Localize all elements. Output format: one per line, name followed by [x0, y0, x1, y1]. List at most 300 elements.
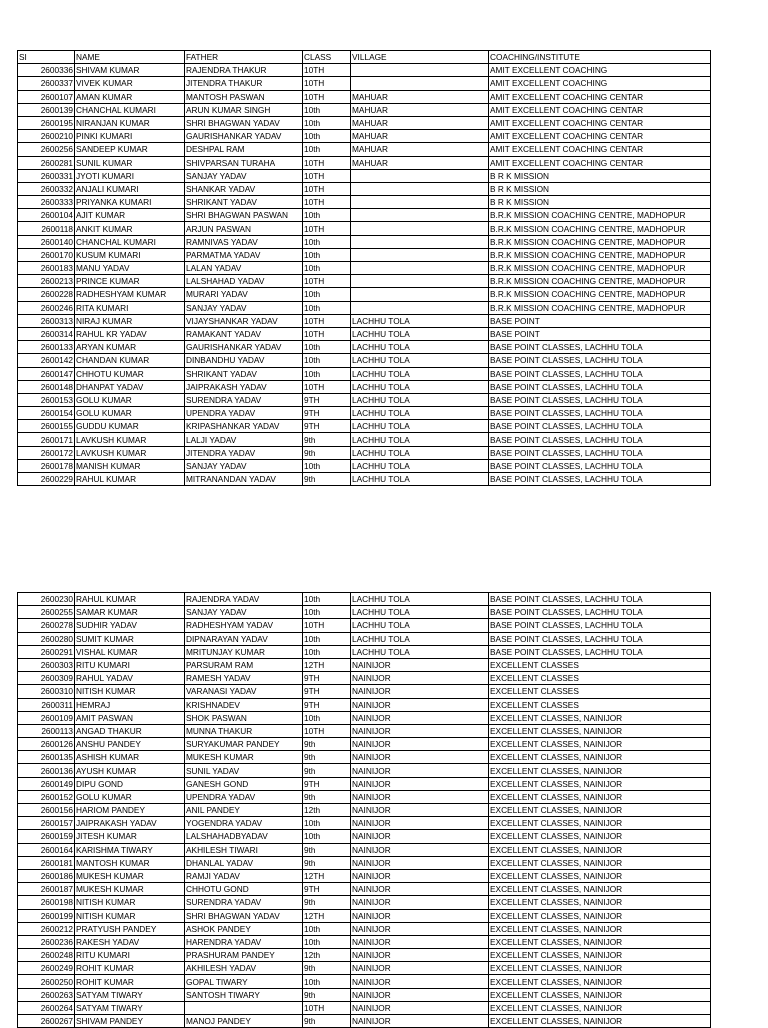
cell-serial-number: 2600136 — [18, 764, 75, 777]
cell-village: NAINIJOR — [351, 817, 489, 830]
table-row — [18, 672, 711, 685]
cell-serial-number: 2600236 — [18, 935, 75, 948]
cell-serial-number: 2600164 — [18, 843, 75, 856]
cell-name: RITA KUMARI — [75, 301, 185, 314]
cell-class: 10TH — [303, 156, 351, 169]
cell-name: RAHUL KUMAR — [75, 593, 185, 606]
cell-village: LACHHU TOLA — [351, 393, 489, 406]
cell-father: PARMATMA YADAV — [185, 248, 303, 261]
cell-village: NAINIJOR — [351, 751, 489, 764]
cell-name: PRIYANKA KUMARI — [75, 196, 185, 209]
cell-serial-number: 2600152 — [18, 790, 75, 803]
cell-class: 9TH — [303, 685, 351, 698]
cell-village: MAHUAR — [351, 90, 489, 103]
table-row — [18, 711, 711, 724]
cell-coaching-institute: EXCELLENT CLASSES, NAINIJOR — [489, 1001, 711, 1014]
cell-class: 10TH — [303, 90, 351, 103]
table-row — [18, 446, 711, 459]
cell-father: MRITUNJAY KUMAR — [185, 645, 303, 658]
cell-father: ARUN KUMAR SINGH — [185, 103, 303, 116]
table-row — [18, 896, 711, 909]
cell-father: LALJI YADAV — [185, 433, 303, 446]
cell-serial-number: 2600230 — [18, 593, 75, 606]
cell-class: 10th — [303, 288, 351, 301]
cell-class: 10TH — [303, 222, 351, 235]
cell-serial-number: 2600213 — [18, 275, 75, 288]
cell-father: ARJUN PASWAN — [185, 222, 303, 235]
cell-coaching-institute: AMIT EXCELLENT COACHING CENTAR — [489, 143, 711, 156]
cell-name: NITISH KUMAR — [75, 685, 185, 698]
cell-father: GAURISHANKAR YADAV — [185, 130, 303, 143]
table-row — [18, 433, 711, 446]
cell-father: SURENDRA YADAV — [185, 896, 303, 909]
cell-father: MITRANANDAN YADAV — [185, 473, 303, 486]
table-row — [18, 724, 711, 737]
cell-name: SUNIL KUMAR — [75, 156, 185, 169]
cell-father: SHRI BHAGWAN YADAV — [185, 116, 303, 129]
table-row — [18, 130, 711, 143]
cell-class: 10TH — [303, 619, 351, 632]
table-row — [18, 751, 711, 764]
cell-coaching-institute: BASE POINT CLASSES, LACHHU TOLA — [489, 433, 711, 446]
cell-father: SANJAY YADAV — [185, 459, 303, 472]
cell-class: 10th — [303, 103, 351, 116]
cell-coaching-institute: EXCELLENT CLASSES — [489, 685, 711, 698]
cell-name: NITISH KUMAR — [75, 896, 185, 909]
cell-class: 10TH — [303, 275, 351, 288]
cell-name: RAHUL KUMAR — [75, 473, 185, 486]
cell-serial-number: 2600310 — [18, 685, 75, 698]
table-row — [18, 843, 711, 856]
cell-class: 10th — [303, 922, 351, 935]
cell-serial-number: 2600157 — [18, 817, 75, 830]
table-row — [18, 935, 711, 948]
cell-name: RAKESH YADAV — [75, 935, 185, 948]
cell-name: ANKIT KUMAR — [75, 222, 185, 235]
cell-name: KUSUM KUMARI — [75, 248, 185, 261]
cell-coaching-institute: BASE POINT CLASSES, LACHHU TOLA — [489, 367, 711, 380]
cell-village: NAINIJOR — [351, 672, 489, 685]
cell-name: CHANCHAL KUMARI — [75, 235, 185, 248]
table-row — [18, 235, 711, 248]
cell-father: GOPAL TIWARY — [185, 975, 303, 988]
cell-coaching-institute: EXCELLENT CLASSES — [489, 672, 711, 685]
cell-serial-number: 2600148 — [18, 380, 75, 393]
cell-serial-number: 2600118 — [18, 222, 75, 235]
cell-father: MUNNA THAKUR — [185, 724, 303, 737]
cell-village: LACHHU TOLA — [351, 407, 489, 420]
cell-village: NAINIJOR — [351, 988, 489, 1001]
cell-name: MUKESH KUMAR — [75, 869, 185, 882]
cell-father: HARENDRA YADAV — [185, 935, 303, 948]
cell-father: MANOJ PANDEY — [185, 1015, 303, 1028]
cell-father: AKHILESH YADAV — [185, 962, 303, 975]
header-father: FATHER — [185, 51, 303, 64]
table-row — [18, 262, 711, 275]
cell-class: 10TH — [303, 64, 351, 77]
cell-father: DHANLAL YADAV — [185, 856, 303, 869]
cell-father: SURENDRA YADAV — [185, 393, 303, 406]
cell-father: SANJAY YADAV — [185, 301, 303, 314]
cell-village: NAINIJOR — [351, 962, 489, 975]
cell-name: KARISHMA TIWARY — [75, 843, 185, 856]
student-table-top — [17, 50, 711, 486]
cell-name: VIVEK KUMAR — [75, 77, 185, 90]
cell-name: GOLU KUMAR — [75, 393, 185, 406]
table-row — [18, 764, 711, 777]
cell-father: CHHOTU GOND — [185, 883, 303, 896]
table-row — [18, 473, 711, 486]
table-row — [18, 64, 711, 77]
cell-father — [185, 1001, 303, 1014]
cell-serial-number: 2600107 — [18, 90, 75, 103]
cell-village: MAHUAR — [351, 116, 489, 129]
cell-class: 9th — [303, 738, 351, 751]
cell-serial-number: 2600280 — [18, 632, 75, 645]
cell-village: NAINIJOR — [351, 658, 489, 671]
cell-class: 10th — [303, 209, 351, 222]
cell-coaching-institute: BASE POINT CLASSES, LACHHU TOLA — [489, 632, 711, 645]
cell-coaching-institute: EXCELLENT CLASSES, NAINIJOR — [489, 804, 711, 817]
cell-father: LALAN YADAV — [185, 262, 303, 275]
cell-father: VARANASI YADAV — [185, 685, 303, 698]
table-row — [18, 856, 711, 869]
table-row — [18, 143, 711, 156]
table-row — [18, 209, 711, 222]
table-row — [18, 685, 711, 698]
cell-name: SUDHIR YADAV — [75, 619, 185, 632]
header-coaching-institute: COACHING/INSTITUTE — [489, 51, 711, 64]
cell-coaching-institute: BASE POINT CLASSES, LACHHU TOLA — [489, 380, 711, 393]
cell-father: RADHESHYAM YADAV — [185, 619, 303, 632]
cell-father: SHIVPARSAN TURAHA — [185, 156, 303, 169]
cell-class: 9TH — [303, 407, 351, 420]
cell-coaching-institute: BASE POINT CLASSES, LACHHU TOLA — [489, 606, 711, 619]
cell-name: ANGAD THAKUR — [75, 724, 185, 737]
cell-name: AMAN KUMAR — [75, 90, 185, 103]
cell-village — [351, 169, 489, 182]
cell-class: 10TH — [303, 314, 351, 327]
cell-class: 9th — [303, 764, 351, 777]
cell-coaching-institute: B.R.K MISSION COACHING CENTRE, MADHOPUR — [489, 248, 711, 261]
cell-father: ANIL PANDEY — [185, 804, 303, 817]
cell-father: MANTOSH PASWAN — [185, 90, 303, 103]
cell-village — [351, 288, 489, 301]
cell-class: 9TH — [303, 393, 351, 406]
cell-name: HEMRAJ — [75, 698, 185, 711]
cell-coaching-institute: EXCELLENT CLASSES, NAINIJOR — [489, 1015, 711, 1028]
table-row — [18, 830, 711, 843]
cell-name: CHHOTU KUMAR — [75, 367, 185, 380]
cell-serial-number: 2600183 — [18, 262, 75, 275]
cell-father: RAJENDRA THAKUR — [185, 64, 303, 77]
table-row — [18, 698, 711, 711]
cell-serial-number: 2600278 — [18, 619, 75, 632]
cell-coaching-institute: AMIT EXCELLENT COACHING CENTAR — [489, 90, 711, 103]
cell-class: 12TH — [303, 909, 351, 922]
table-row — [18, 949, 711, 962]
cell-class: 10th — [303, 354, 351, 367]
cell-class: 9TH — [303, 672, 351, 685]
table-row — [18, 222, 711, 235]
cell-coaching-institute: EXCELLENT CLASSES, NAINIJOR — [489, 817, 711, 830]
cell-coaching-institute: BASE POINT — [489, 314, 711, 327]
cell-class: 10TH — [303, 724, 351, 737]
cell-class: 9th — [303, 473, 351, 486]
cell-coaching-institute: EXCELLENT CLASSES, NAINIJOR — [489, 962, 711, 975]
cell-coaching-institute: EXCELLENT CLASSES, NAINIJOR — [489, 830, 711, 843]
cell-village: NAINIJOR — [351, 869, 489, 882]
cell-father: RAMNIVAS YADAV — [185, 235, 303, 248]
cell-name: HARIOM PANDEY — [75, 804, 185, 817]
cell-serial-number: 2600332 — [18, 182, 75, 195]
cell-class: 10TH — [303, 1001, 351, 1014]
cell-village: NAINIJOR — [351, 685, 489, 698]
table-row — [18, 817, 711, 830]
cell-serial-number: 2600109 — [18, 711, 75, 724]
cell-coaching-institute: B.R.K MISSION COACHING CENTRE, MADHOPUR — [489, 262, 711, 275]
cell-class: 12TH — [303, 869, 351, 882]
cell-father: DESHPAL RAM — [185, 143, 303, 156]
table-row — [18, 116, 711, 129]
student-table-bottom-body — [18, 593, 711, 1028]
table-row — [18, 182, 711, 195]
student-table-top-body — [18, 51, 711, 486]
cell-village: LACHHU TOLA — [351, 446, 489, 459]
cell-coaching-institute: BASE POINT CLASSES, LACHHU TOLA — [489, 446, 711, 459]
cell-coaching-institute: B R K MISSION — [489, 169, 711, 182]
cell-village: LACHHU TOLA — [351, 473, 489, 486]
cell-serial-number: 2600149 — [18, 777, 75, 790]
cell-name: ANJALI KUMARI — [75, 182, 185, 195]
cell-father: RAJENDRA YADAV — [185, 593, 303, 606]
table-row — [18, 301, 711, 314]
cell-class: 9th — [303, 988, 351, 1001]
cell-name: ROHIT KUMAR — [75, 975, 185, 988]
cell-village: LACHHU TOLA — [351, 327, 489, 340]
cell-serial-number: 2600135 — [18, 751, 75, 764]
table-row — [18, 962, 711, 975]
cell-serial-number: 2600263 — [18, 988, 75, 1001]
table-row — [18, 341, 711, 354]
cell-coaching-institute: EXCELLENT CLASSES, NAINIJOR — [489, 883, 711, 896]
cell-serial-number: 2600187 — [18, 883, 75, 896]
cell-class: 9th — [303, 433, 351, 446]
cell-coaching-institute: EXCELLENT CLASSES — [489, 698, 711, 711]
cell-class: 10th — [303, 248, 351, 261]
cell-name: SAMAR KUMAR — [75, 606, 185, 619]
cell-name: AYUSH KUMAR — [75, 764, 185, 777]
cell-serial-number: 2600199 — [18, 909, 75, 922]
cell-village: NAINIJOR — [351, 764, 489, 777]
cell-village: NAINIJOR — [351, 738, 489, 751]
cell-name: MUKESH KUMAR — [75, 883, 185, 896]
cell-village: NAINIJOR — [351, 711, 489, 724]
cell-class: 10th — [303, 975, 351, 988]
cell-class: 10th — [303, 632, 351, 645]
cell-father: LALSHAHAD YADAV — [185, 275, 303, 288]
table-row — [18, 1001, 711, 1014]
cell-father: SHANKAR YADAV — [185, 182, 303, 195]
cell-village: NAINIJOR — [351, 1015, 489, 1028]
cell-serial-number: 2600172 — [18, 446, 75, 459]
cell-serial-number: 2600139 — [18, 103, 75, 116]
table-row — [18, 909, 711, 922]
header-village: VILLAGE — [351, 51, 489, 64]
cell-father: JITENDRA YADAV — [185, 446, 303, 459]
cell-name: MANTOSH KUMAR — [75, 856, 185, 869]
table-row — [18, 354, 711, 367]
cell-coaching-institute: B R K MISSION — [489, 196, 711, 209]
cell-class: 10TH — [303, 77, 351, 90]
cell-serial-number: 2600311 — [18, 698, 75, 711]
cell-village: MAHUAR — [351, 130, 489, 143]
cell-village: NAINIJOR — [351, 922, 489, 935]
cell-class: 12th — [303, 949, 351, 962]
cell-village — [351, 182, 489, 195]
cell-father: SANJAY YADAV — [185, 169, 303, 182]
cell-father: SANJAY YADAV — [185, 606, 303, 619]
cell-class: 9TH — [303, 420, 351, 433]
cell-village: NAINIJOR — [351, 975, 489, 988]
cell-village — [351, 196, 489, 209]
cell-village: LACHHU TOLA — [351, 380, 489, 393]
cell-coaching-institute: B.R.K MISSION COACHING CENTRE, MADHOPUR — [489, 209, 711, 222]
cell-name: RADHESHYAM KUMAR — [75, 288, 185, 301]
cell-coaching-institute: BASE POINT CLASSES, LACHHU TOLA — [489, 354, 711, 367]
table-row — [18, 632, 711, 645]
cell-father: SHRI BHAGWAN PASWAN — [185, 209, 303, 222]
cell-village: NAINIJOR — [351, 843, 489, 856]
cell-serial-number: 2600313 — [18, 314, 75, 327]
cell-name: NIRANJAN KUMAR — [75, 116, 185, 129]
cell-serial-number: 2600291 — [18, 645, 75, 658]
cell-serial-number: 2600336 — [18, 64, 75, 77]
cell-name: SATYAM TIWARY — [75, 988, 185, 1001]
cell-village: LACHHU TOLA — [351, 593, 489, 606]
cell-coaching-institute: BASE POINT CLASSES, LACHHU TOLA — [489, 459, 711, 472]
cell-name: AMIT PASWAN — [75, 711, 185, 724]
cell-serial-number: 2600155 — [18, 420, 75, 433]
table-row — [18, 883, 711, 896]
cell-coaching-institute: B.R.K MISSION COACHING CENTRE, MADHOPUR — [489, 275, 711, 288]
cell-coaching-institute: AMIT EXCELLENT COACHING — [489, 77, 711, 90]
cell-class: 10th — [303, 935, 351, 948]
cell-serial-number: 2600195 — [18, 116, 75, 129]
cell-serial-number: 2600248 — [18, 949, 75, 962]
cell-village: NAINIJOR — [351, 698, 489, 711]
cell-class: 10th — [303, 830, 351, 843]
cell-village — [351, 275, 489, 288]
cell-coaching-institute: EXCELLENT CLASSES, NAINIJOR — [489, 869, 711, 882]
cell-village: NAINIJOR — [351, 830, 489, 843]
cell-class: 10TH — [303, 169, 351, 182]
cell-serial-number: 2600181 — [18, 856, 75, 869]
table-row — [18, 645, 711, 658]
cell-serial-number: 2600246 — [18, 301, 75, 314]
cell-serial-number: 2600331 — [18, 169, 75, 182]
cell-class: 10th — [303, 459, 351, 472]
cell-class: 10th — [303, 341, 351, 354]
cell-serial-number: 2600147 — [18, 367, 75, 380]
cell-village: NAINIJOR — [351, 883, 489, 896]
table-row — [18, 593, 711, 606]
cell-serial-number: 2600156 — [18, 804, 75, 817]
cell-village — [351, 222, 489, 235]
cell-serial-number: 2600267 — [18, 1015, 75, 1028]
cell-name: DIPU GOND — [75, 777, 185, 790]
cell-name: SATYAM TIWARY — [75, 1001, 185, 1014]
cell-name: SHIVAM KUMAR — [75, 64, 185, 77]
cell-coaching-institute: AMIT EXCELLENT COACHING — [489, 64, 711, 77]
cell-name: PRATYUSH PANDEY — [75, 922, 185, 935]
cell-father: PARSURAM RAM — [185, 658, 303, 671]
cell-name: PRINCE KUMAR — [75, 275, 185, 288]
cell-serial-number: 2600126 — [18, 738, 75, 751]
cell-serial-number: 2600178 — [18, 459, 75, 472]
cell-coaching-institute: BASE POINT CLASSES, LACHHU TOLA — [489, 645, 711, 658]
cell-name: JYOTI KUMARI — [75, 169, 185, 182]
cell-class: 12th — [303, 804, 351, 817]
cell-name: ANSHU PANDEY — [75, 738, 185, 751]
cell-class: 10th — [303, 130, 351, 143]
cell-serial-number: 2600154 — [18, 407, 75, 420]
cell-father: SHRIKANT YADAV — [185, 196, 303, 209]
cell-coaching-institute: BASE POINT CLASSES, LACHHU TOLA — [489, 407, 711, 420]
table-row — [18, 103, 711, 116]
cell-village: NAINIJOR — [351, 790, 489, 803]
cell-father: UPENDRA YADAV — [185, 407, 303, 420]
cell-village: NAINIJOR — [351, 935, 489, 948]
cell-coaching-institute: AMIT EXCELLENT COACHING CENTAR — [489, 103, 711, 116]
table-row — [18, 459, 711, 472]
cell-name: CHANDAN KUMAR — [75, 354, 185, 367]
cell-serial-number: 2600210 — [18, 130, 75, 143]
table-row — [18, 975, 711, 988]
table-row — [18, 196, 711, 209]
cell-father: MUKESH KUMAR — [185, 751, 303, 764]
cell-coaching-institute: AMIT EXCELLENT COACHING CENTAR — [489, 156, 711, 169]
table-row — [18, 804, 711, 817]
cell-father: SANTOSH TIWARY — [185, 988, 303, 1001]
cell-village — [351, 301, 489, 314]
cell-serial-number: 2600250 — [18, 975, 75, 988]
cell-father: KRIPASHANKAR YADAV — [185, 420, 303, 433]
cell-coaching-institute: EXCELLENT CLASSES, NAINIJOR — [489, 988, 711, 1001]
cell-coaching-institute: EXCELLENT CLASSES, NAINIJOR — [489, 738, 711, 751]
cell-village: NAINIJOR — [351, 804, 489, 817]
cell-village: LACHHU TOLA — [351, 420, 489, 433]
cell-class: 10th — [303, 367, 351, 380]
cell-name: MANU YADAV — [75, 262, 185, 275]
table-row — [18, 314, 711, 327]
cell-coaching-institute: EXCELLENT CLASSES, NAINIJOR — [489, 790, 711, 803]
cell-father: PRASHURAM PANDEY — [185, 949, 303, 962]
cell-father: SURYAKUMAR PANDEY — [185, 738, 303, 751]
cell-class: 10th — [303, 143, 351, 156]
cell-coaching-institute: EXCELLENT CLASSES, NAINIJOR — [489, 843, 711, 856]
cell-coaching-institute: EXCELLENT CLASSES, NAINIJOR — [489, 711, 711, 724]
cell-coaching-institute: B.R.K MISSION COACHING CENTRE, MADHOPUR — [489, 222, 711, 235]
table-row — [18, 988, 711, 1001]
cell-village: NAINIJOR — [351, 949, 489, 962]
table-row — [18, 156, 711, 169]
cell-coaching-institute: B R K MISSION — [489, 182, 711, 195]
table-row — [18, 327, 711, 340]
cell-coaching-institute: EXCELLENT CLASSES, NAINIJOR — [489, 724, 711, 737]
cell-serial-number: 2600140 — [18, 235, 75, 248]
cell-class: 10TH — [303, 182, 351, 195]
